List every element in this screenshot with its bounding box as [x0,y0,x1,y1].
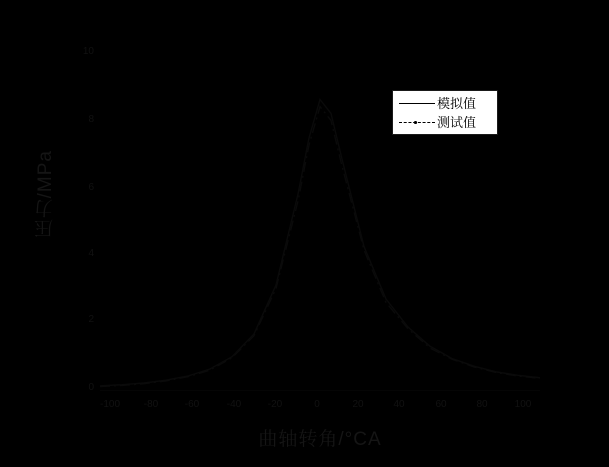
legend-label: 模拟值 [437,95,477,111]
x-axis-title: 曲轴转角/°CA [258,429,382,450]
x-tick-label: 100 [514,399,532,410]
y-tick-label: 4 [88,248,94,259]
x-tick-label: 60 [435,399,447,410]
x-tick-label: -40 [226,399,242,410]
solid-line-icon [397,97,437,111]
x-tick-label: -80 [143,399,159,410]
legend-item-simulated [397,94,493,113]
x-axis-line [100,390,540,391]
y-tick-label: 8 [88,114,94,125]
y-tick-label: 0 [88,382,94,393]
y-axis-title: 压力/MPa [35,150,56,239]
y-tick-label: 2 [88,314,94,325]
x-tick-label: 20 [352,399,364,410]
series-line-measured [100,107,540,387]
x-tick-label: -60 [184,399,200,410]
legend-label: 测试值 [437,114,477,130]
x-tick-label: 80 [476,399,488,410]
y-tick-label: 6 [88,182,94,193]
legend-item-measured [397,113,493,132]
series-line-simulated [100,100,540,386]
x-tick-label: 40 [393,399,405,410]
dash-dot-line-icon [397,116,437,130]
y-tick-label: 10 [82,46,94,57]
legend [392,90,498,135]
x-tick-label: 0 [314,399,320,410]
x-tick-label: -100 [99,399,120,410]
x-tick-label: -20 [267,399,283,410]
